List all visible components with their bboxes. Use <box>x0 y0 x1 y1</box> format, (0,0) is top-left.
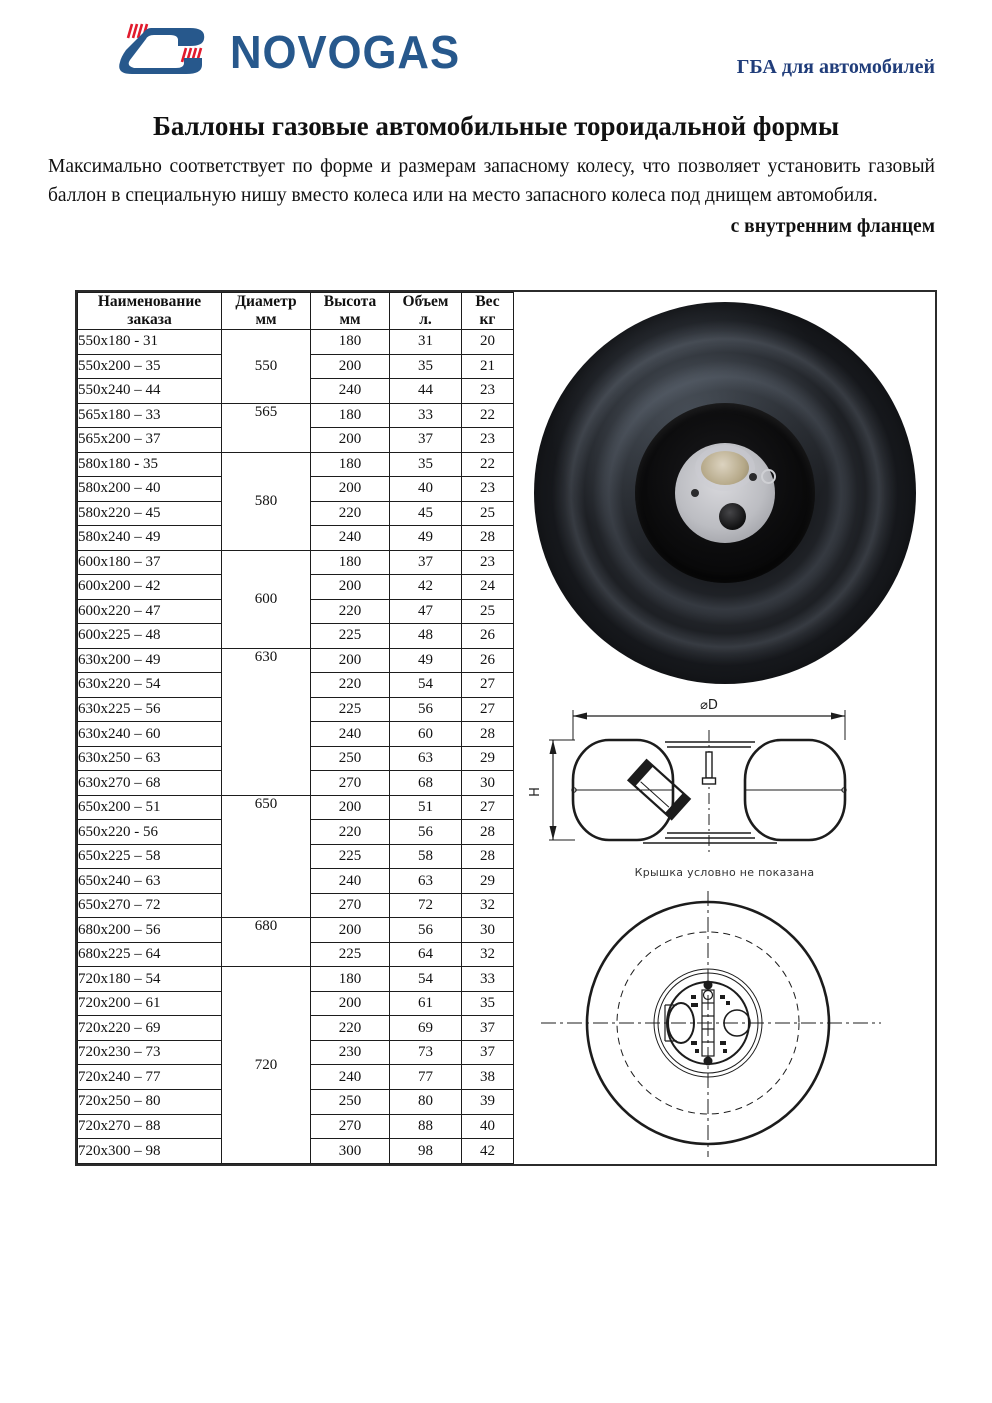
table-row <box>78 330 514 355</box>
order-name-cell: 650x220 - 56 <box>78 820 222 845</box>
drawing-caption: Крышка условно не показана <box>634 866 815 879</box>
order-name-cell: 720x180 – 54 <box>78 967 222 992</box>
diameter-cell: 720 <box>222 967 311 1164</box>
table-row <box>78 795 514 820</box>
volume-cell: 69 <box>390 1016 462 1041</box>
order-name-cell: 720x270 – 88 <box>78 1114 222 1139</box>
header-line: Вес <box>475 293 500 310</box>
volume-cell: 77 <box>390 1065 462 1090</box>
order-name-cell: 720x230 – 73 <box>78 1040 222 1065</box>
height-cell: 200 <box>311 795 390 820</box>
volume-cell: 47 <box>390 599 462 624</box>
weight-cell: 42 <box>462 1139 514 1164</box>
order-name-cell: 720x300 – 98 <box>78 1139 222 1164</box>
volume-cell: 35 <box>390 452 462 477</box>
height-cell: 270 <box>311 771 390 796</box>
weight-cell: 35 <box>462 991 514 1016</box>
height-cell: 240 <box>311 526 390 551</box>
order-name-cell: 600x220 – 47 <box>78 599 222 624</box>
diameter-cell: 580 <box>222 452 311 550</box>
height-cell: 180 <box>311 550 390 575</box>
weight-cell: 23 <box>462 550 514 575</box>
height-cell: 200 <box>311 428 390 453</box>
diameter-cell: 565 <box>222 403 311 452</box>
valve-plate <box>675 443 775 543</box>
volume-cell: 37 <box>390 550 462 575</box>
volume-cell: 35 <box>390 354 462 379</box>
header-line: мм <box>255 311 277 328</box>
order-name-cell: 720x240 – 77 <box>78 1065 222 1090</box>
volume-cell: 73 <box>390 1040 462 1065</box>
weight-cell: 33 <box>462 967 514 992</box>
toroidal-cylinder-photo <box>534 302 916 684</box>
valve-hole <box>719 503 746 530</box>
order-name-cell: 630x250 – 63 <box>78 746 222 771</box>
weight-cell: 29 <box>462 746 514 771</box>
height-cell: 240 <box>311 869 390 894</box>
header-line: мм <box>339 311 361 328</box>
order-name-cell: 720x250 – 80 <box>78 1089 222 1114</box>
bolt-dot <box>691 489 699 497</box>
weight-cell: 28 <box>462 844 514 869</box>
weight-cell: 25 <box>462 599 514 624</box>
height-cell: 270 <box>311 893 390 918</box>
order-name-cell: 720x200 – 61 <box>78 991 222 1016</box>
height-cell: 200 <box>311 648 390 673</box>
order-name-cell: 630x200 – 49 <box>78 648 222 673</box>
table-row <box>78 550 514 575</box>
weight-cell: 27 <box>462 795 514 820</box>
spec-table-head <box>78 293 514 330</box>
order-name-cell: 550x200 – 35 <box>78 354 222 379</box>
volume-cell: 63 <box>390 869 462 894</box>
col-header-diameter <box>222 293 311 330</box>
weight-cell: 21 <box>462 354 514 379</box>
weight-cell: 39 <box>462 1089 514 1114</box>
volume-cell: 61 <box>390 991 462 1016</box>
table-row <box>78 648 514 673</box>
volume-cell: 31 <box>390 330 462 355</box>
figure-panel <box>514 292 935 1164</box>
header-row <box>78 293 514 330</box>
page-header <box>0 0 992 81</box>
weight-cell: 30 <box>462 918 514 943</box>
weight-cell: 40 <box>462 1114 514 1139</box>
table-row <box>78 403 514 428</box>
volume-cell: 80 <box>390 1089 462 1114</box>
volume-cell: 40 <box>390 477 462 502</box>
dim-height-label: H <box>528 787 543 797</box>
volume-cell: 51 <box>390 795 462 820</box>
volume-cell: 49 <box>390 526 462 551</box>
volume-cell: 56 <box>390 918 462 943</box>
height-cell: 225 <box>311 844 390 869</box>
diameter-cell: 550 <box>222 330 311 404</box>
weight-cell: 23 <box>462 477 514 502</box>
valve-boss <box>701 451 749 485</box>
header-line: л. <box>419 311 432 328</box>
weight-cell: 24 <box>462 575 514 600</box>
logo-wordmark: NOVOGAS <box>230 25 461 78</box>
side-view-drawing <box>515 696 934 864</box>
weight-cell: 23 <box>462 428 514 453</box>
order-name-cell: 650x225 – 58 <box>78 844 222 869</box>
height-cell: 240 <box>311 722 390 747</box>
fitting-ring <box>761 469 776 484</box>
volume-cell: 45 <box>390 501 462 526</box>
weight-cell: 29 <box>462 869 514 894</box>
volume-cell: 37 <box>390 428 462 453</box>
height-cell: 225 <box>311 697 390 722</box>
height-cell: 250 <box>311 1089 390 1114</box>
weight-cell: 37 <box>462 1016 514 1041</box>
order-name-cell: 650x270 – 72 <box>78 893 222 918</box>
order-name-cell: 565x200 – 37 <box>78 428 222 453</box>
volume-cell: 72 <box>390 893 462 918</box>
table-row <box>78 967 514 992</box>
height-cell: 200 <box>311 354 390 379</box>
diameter-cell: 680 <box>222 918 311 967</box>
weight-cell: 28 <box>462 820 514 845</box>
cylinder-recess <box>635 403 815 583</box>
header-line: Высота <box>323 293 377 310</box>
weight-cell: 27 <box>462 697 514 722</box>
volume-cell: 54 <box>390 673 462 698</box>
height-cell: 220 <box>311 1016 390 1041</box>
intro-paragraph: Максимально соответствует по форме и размерам запасному колесу, что позволяет установить газовый баллон в специальную нишу вместо колеса или на место запасного колеса под днищем автомобиля. <box>48 156 935 206</box>
height-cell: 240 <box>311 1065 390 1090</box>
height-cell: 200 <box>311 918 390 943</box>
weight-cell: 23 <box>462 379 514 404</box>
order-name-cell: 580x220 – 45 <box>78 501 222 526</box>
height-cell: 180 <box>311 967 390 992</box>
weight-cell: 20 <box>462 330 514 355</box>
order-name-cell: 680x200 – 56 <box>78 918 222 943</box>
col-header-height <box>311 293 390 330</box>
top-view-drawing <box>515 883 934 1164</box>
weight-cell: 28 <box>462 722 514 747</box>
weight-cell: 30 <box>462 771 514 796</box>
volume-cell: 33 <box>390 403 462 428</box>
volume-cell: 98 <box>390 1139 462 1164</box>
height-cell: 300 <box>311 1139 390 1164</box>
order-name-cell: 650x240 – 63 <box>78 869 222 894</box>
weight-cell: 37 <box>462 1040 514 1065</box>
header-line: заказа <box>127 311 172 328</box>
weight-cell: 26 <box>462 624 514 649</box>
height-cell: 220 <box>311 599 390 624</box>
volume-cell: 44 <box>390 379 462 404</box>
order-name-cell: 550x240 – 44 <box>78 379 222 404</box>
bolt-dot <box>749 473 757 481</box>
diameter-cell: 650 <box>222 795 311 918</box>
order-name-cell: 580x180 - 35 <box>78 452 222 477</box>
table-row <box>78 452 514 477</box>
page-tagline: ГБА для автомобилей <box>736 56 935 78</box>
volume-cell: 54 <box>390 967 462 992</box>
weight-cell: 25 <box>462 501 514 526</box>
weight-cell: 32 <box>462 942 514 967</box>
order-name-cell: 720x220 – 69 <box>78 1016 222 1041</box>
order-name-cell: 580x200 – 40 <box>78 477 222 502</box>
height-cell: 220 <box>311 820 390 845</box>
content-box <box>75 290 937 1166</box>
height-cell: 220 <box>311 673 390 698</box>
order-name-cell: 630x220 – 54 <box>78 673 222 698</box>
height-cell: 200 <box>311 991 390 1016</box>
height-cell: 220 <box>311 501 390 526</box>
order-name-cell: 680x225 – 64 <box>78 942 222 967</box>
header-line: Наименование <box>97 293 202 310</box>
order-name-cell: 600x180 – 37 <box>78 550 222 575</box>
weight-cell: 26 <box>462 648 514 673</box>
weight-cell: 27 <box>462 673 514 698</box>
novogas-ribbon-icon <box>118 22 220 81</box>
height-cell: 230 <box>311 1040 390 1065</box>
col-header-weight <box>462 293 514 330</box>
table-row <box>78 918 514 943</box>
volume-cell: 49 <box>390 648 462 673</box>
height-cell: 225 <box>311 624 390 649</box>
weight-cell: 22 <box>462 452 514 477</box>
spec-table-body <box>78 330 514 1164</box>
volume-cell: 42 <box>390 575 462 600</box>
order-name-cell: 550x180 - 31 <box>78 330 222 355</box>
photo-wrap <box>514 292 935 684</box>
weight-cell: 38 <box>462 1065 514 1090</box>
height-cell: 180 <box>311 403 390 428</box>
height-cell: 240 <box>311 379 390 404</box>
diameter-cell: 630 <box>222 648 311 795</box>
col-header-order <box>78 293 222 330</box>
order-name-cell: 580x240 – 49 <box>78 526 222 551</box>
height-cell: 200 <box>311 575 390 600</box>
volume-cell: 64 <box>390 942 462 967</box>
order-name-cell: 630x240 – 60 <box>78 722 222 747</box>
order-name-cell: 600x200 – 42 <box>78 575 222 600</box>
height-cell: 270 <box>311 1114 390 1139</box>
page-title: Баллоны газовые автомобильные тороидальной формы <box>152 111 840 141</box>
volume-cell: 88 <box>390 1114 462 1139</box>
height-cell: 250 <box>311 746 390 771</box>
volume-cell: 58 <box>390 844 462 869</box>
header-line: Диаметр <box>235 293 297 310</box>
weight-cell: 28 <box>462 526 514 551</box>
height-cell: 180 <box>311 330 390 355</box>
diameter-cell: 600 <box>222 550 311 648</box>
volume-cell: 56 <box>390 697 462 722</box>
volume-cell: 56 <box>390 820 462 845</box>
header-line: кг <box>479 311 496 328</box>
volume-cell: 48 <box>390 624 462 649</box>
order-name-cell: 630x225 – 56 <box>78 697 222 722</box>
dim-diameter-label: ⌀D <box>700 698 718 713</box>
volume-cell: 63 <box>390 746 462 771</box>
novogas-logo <box>118 22 472 81</box>
volume-cell: 68 <box>390 771 462 796</box>
order-name-cell: 650x200 – 51 <box>78 795 222 820</box>
spec-table <box>77 292 514 1164</box>
volume-cell: 60 <box>390 722 462 747</box>
variant-label: с внутренним фланцем <box>730 216 935 237</box>
header-line: Объем <box>402 293 449 310</box>
col-header-volume <box>390 293 462 330</box>
height-cell: 180 <box>311 452 390 477</box>
order-name-cell: 630x270 – 68 <box>78 771 222 796</box>
weight-cell: 32 <box>462 893 514 918</box>
order-name-cell: 600x225 – 48 <box>78 624 222 649</box>
height-cell: 200 <box>311 477 390 502</box>
order-name-cell: 565x180 – 33 <box>78 403 222 428</box>
height-cell: 225 <box>311 942 390 967</box>
weight-cell: 22 <box>462 403 514 428</box>
